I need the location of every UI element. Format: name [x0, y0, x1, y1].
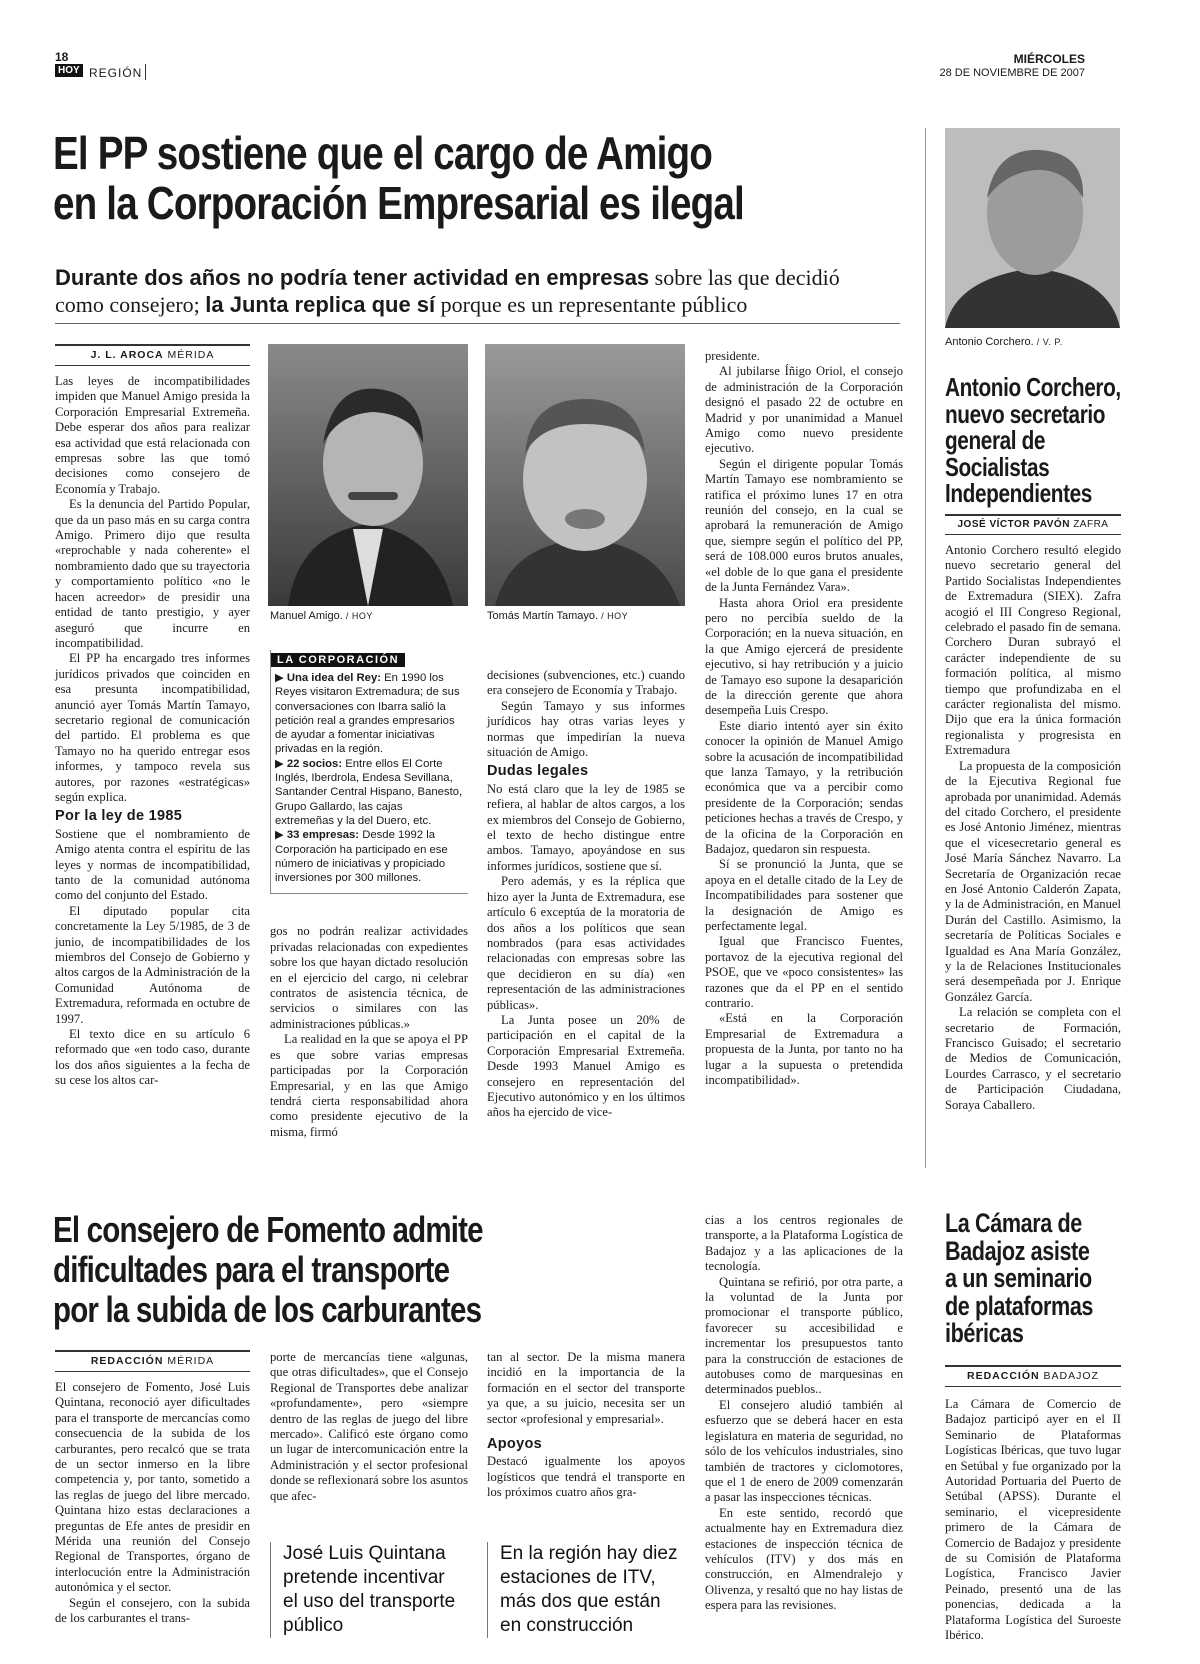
side-text [945, 543, 1121, 1113]
subhead-dudas-legales: Dudas legales [487, 763, 589, 780]
photo-tomas-martin-tamayo [485, 344, 685, 606]
fomento-col3 [487, 1350, 685, 1501]
paragraph: Hasta ahora Oriol era presidente pero no percibía sueldo de la Corporación; en la nueva situación, en la que Amigo ejercerá de presidente ejecutivo, si hay retribución y a juicio de Tamayo eso supone la desaparición de la dirección gerente que ahora desempeña Luis Crespo. [705, 595, 903, 718]
paragraph: Las leyes de incompatibilidades impiden que Manuel Amigo presida la Corporación Empresarial Extremeña. Debe esperar dos años para realizar esa actividad que está relacionada con empresas sobre las que tomó decisiones como consejero de Economía y Trabajo. [55, 374, 250, 496]
deck-start-2: como consejero; [55, 292, 206, 317]
paragraph: Según el dirigente popular Tomás Martín Tamayo ese nombramiento se ratifica el próximo lunes 17 en otra reunión del consejo, en la cual se aprobará la remuneración de Amigo que, siempre según el político del PP, será de 108.000 euros brutos anuales, «el doble de lo que gana el presidente de la Junta Fernández Vara». [705, 456, 903, 595]
caption-credit: / HOY [345, 611, 373, 621]
main-col3-text [487, 668, 685, 1121]
caption-credit: / V. P. [1036, 337, 1063, 347]
paragraph: Sostiene que el nombramiento de Amigo atenta contra el espíritu de las leyes y normas de incompatibilidad, tanto de la comunidad autónoma como del conjunto del Estado. [55, 826, 250, 903]
fomento-col1 [55, 1350, 250, 1627]
main-col1-text [55, 374, 250, 1089]
subhead-ley-1985: Por la ley de 1985 [55, 808, 183, 825]
portrait-placeholder-icon [268, 344, 468, 606]
box-item: ▶ 33 empresas: Desde 1992 la Corporación ha participado en ese número de iniciativas y propiciado inversiones por 300 millones. [275, 829, 448, 885]
photo-manuel-amigo [268, 344, 468, 606]
arrow-icon: ▶ [275, 672, 287, 684]
box-item: ▶ 22 socios: Entre ellos El Corte Inglés, Iberdrola, Endesa Sevillana, Santander Central Hispano, Banesto, Grupo Gallardo, las cajas extremeñas y la del Duero, etc. [275, 757, 463, 827]
deck-rule [55, 323, 900, 324]
arrow-icon: ▶ [275, 829, 287, 842]
page-number: 18 [55, 50, 69, 64]
paragraph: Destacó igualmente los apoyos logísticos que tendrá el transporte en los próximos cuatro años gra- [487, 1454, 685, 1500]
fomento-col2-text [270, 1350, 468, 1504]
main-col2-text [270, 924, 468, 1140]
hoy-logo: HOY [55, 64, 83, 77]
side-photo-caption [945, 336, 1063, 348]
photo1-caption [270, 610, 373, 622]
deck-bold-2: la Junta replica que sí [205, 292, 436, 317]
side-column [945, 514, 1121, 1113]
fomento-col2 [270, 1350, 468, 1504]
main-col3 [487, 668, 685, 1121]
main-headline-line1: El PP sostiene que el cargo de Amigo [53, 127, 713, 179]
paragraph: El texto dice en su artículo 6 reformado que «en todo caso, durante los dos años siguientes a la fecha de su cese los altos car- [55, 1027, 250, 1088]
fomento-col4-text [705, 1213, 903, 1614]
paragraph: La Junta posee un 20% de participación en el capital de la Corporación Empresarial Extremeña. Desde 1993 Manuel Amigo es consejero en representación del Ejecutivo autonómico y en los últimos años ha ejercido de vice- [487, 1012, 685, 1120]
paragraph: El consejero aludió también al esfuerzo que se deberá hacer en esta legislatura en materia de seguridad, no sólo de los vehículos industriales, sino también de tractores y ciclomotores, que el 1 de enero de 2009 comenzarán a pasar las inspecciones técnicas. [705, 1397, 903, 1505]
paragraph: gos no podrán realizar actividades privadas relacionadas con expedientes sobre los que hayan dictado resolución en el ejercicio del cargo, ni celebrar contratos de asistencia técnica, de servicios o similares con las administraciones públicas.» [270, 924, 468, 1031]
main-headline [53, 128, 744, 228]
main-byline [55, 344, 250, 366]
fomento-col4 [705, 1213, 903, 1614]
side-headline: Antonio Corchero, nuevo secretario general de Socialistas Independientes [945, 372, 1121, 508]
camara-headline: La Cámara de Badajoz asiste a un seminario de plataformas ibéricas [945, 1208, 1094, 1348]
paragraph: tan al sector. De la misma manera incidió en la importancia de la formación en el sector del transporte ya que, a su juicio, necesita ser un sector «profesional y empresarial». [487, 1350, 685, 1426]
portrait-placeholder-icon [945, 128, 1120, 328]
deck-bold-1: Durante dos años no podría tener actividad en empresas [55, 265, 650, 290]
paragraph: porte de mercancías tiene «algunas, que otras dificultades», que el Consejo Regional de Transportes debe analizar «profundamente», pero «siempre dentro de las reglas de juego del libre mercado». Calificó este órgano como un lugar de intercomunicación entre la Administración y el sector profesional donde se reflexionará sobre los asuntos que afec- [270, 1350, 468, 1503]
camara-column [945, 1365, 1121, 1644]
side-byline: JOSÉ VÍCTOR PAVÓN ZAFRA [945, 514, 1121, 535]
byline-place: MÉRIDA [167, 349, 215, 361]
camara-text [945, 1397, 1121, 1644]
paragraph: «Está en la Corporación Empresarial de Extremadura a propuesta de la Junta, por tanto no ha lugar a la supuesta o pretendida incompatibilidad». [705, 1011, 903, 1088]
main-headline-line2: en la Corporación Empresarial es ilegal [53, 177, 744, 229]
paragraph: El diputado popular cita concretamente la Ley 5/1985, de 3 de junio, de incompatibilidades de los miembros del Consejo de Gobierno y altos cargos de la Administración de la Comunidad Autónoma de Extremadura, reformada en octubre de 1997. [55, 903, 250, 1026]
paragraph: Sí se pronunció la Junta, que se apoya en el detalle citado de la Ley de Incompatibilidades para sostener que la designación de Amigo es perfectamente legal. [705, 857, 903, 934]
caption-name: Manuel Amigo. [270, 610, 343, 622]
paragraph: cias a los centros regionales de transporte, a la Plataforma Logística de Badajoz y a las aplicaciones de la tecnología. [705, 1213, 903, 1274]
main-col4 [705, 349, 903, 1089]
fomento-col3-text [487, 1350, 685, 1501]
arrow-icon: ▶ [275, 757, 287, 770]
paragraph: Al jubilarse Íñigo Oriol, el consejo de administración de la Corporación designó el pasado 22 de octubre en Madrid y por unanimidad a Manuel Amigo como nuevo presidente ejecutivo. [705, 364, 903, 456]
box-item: ▶ Una idea del Rey: En 1990 los Reyes visitaron Extremadura; de sus conversaciones con Ibarra salió la petición real a grandes empresarios de ayudar a fomentar iniciativas privadas en la región. [275, 672, 460, 756]
caption-credit: / HOY [601, 611, 629, 621]
subhead-apoyos: Apoyos [487, 1436, 542, 1453]
paragraph: En este sentido, recordó que actualmente hay en Extremadura diez estaciones de inspección técnica de vehículos (ITV) y dos más en construcción, en Almendralejo y Olivenza, y resaltó que no hay listas de espera para las revisiones. [705, 1505, 903, 1613]
page-header [55, 50, 1085, 84]
right-column-divider [925, 128, 926, 1168]
date: 28 DE NOVIEMBRE DE 2007 [939, 67, 1085, 79]
paragraph: La propuesta de la composición de la Ejecutiva Regional fue aprobada por unanimidad. Además del citado Corchero, el presidente es José Antonio Jiménez, mientras que el vicesecretario general es José María Sánchez Navarro. La Secretaría de Organización recae en José Antonio Calderón Zapata, y la de Administración, en Manuel Durán del Castillo. Asimismo, la secretaría de Políticas Sociales e Igualdad es Ana María González, y la de Relaciones Institucionales será desempeñada por J. Enrique González García. [945, 758, 1121, 1004]
fomento-byline: REDACCIÓN MÉRIDA [55, 1350, 250, 1372]
caption-name: Antonio Corchero. [945, 336, 1034, 348]
fomento-col1-text [55, 1380, 250, 1627]
section-name: REGIÓN [89, 66, 143, 80]
paragraph: La Cámara de Comercio de Badajoz participó ayer en el II Seminario de Plataformas Logísticas Ibéricas, que tuvo lugar en Setúbal y fue organizado por la Autoridad Portuaria del Puerto de Setúbal (APSS). Durante el seminario, el vicepresidente primero de la Cámara de Comercio de Badajoz y presidente de su Comisión de Plataforma Logística, Francisco Javier Peinado, presentó una de las ponencias, dedicada a la Plataforma Logística del Suroeste Ibérico. [945, 1397, 1121, 1643]
caption-name: Tomás Martín Tamayo. [487, 610, 599, 622]
paragraph: Según el consejero, con la subida de los carburantes el trans- [55, 1595, 250, 1626]
paragraph: Pero además, y es la réplica que hizo ayer la Junta de Extremadura, ese artículo 6 exceptúa de la moratoria de dos años a los políticos que sean nombrados (para esas actividades relacionadas con empresas sobre las que decidieron en su día) «en representación de las administraciones públicas». [487, 874, 685, 1012]
paragraph: decisiones (subvenciones, etc.) cuando era consejero de Economía y Trabajo. [487, 668, 685, 698]
paragraph: La realidad en la que se apoya el PP es que sobre varias empresas participadas por la Corporación Empresarial, y en las que Amigo tendrá cierta responsabilidad ahora como presidente ejecutivo de la misma, firmó [270, 1032, 468, 1139]
paragraph: La relación se completa con el secretario de Formación, Francisco Guisado; el secretario de Medios de Comunicación, Lourdes Carrasco, y el secretario de Participación Ciudadana, Soraya Caballero. [945, 1005, 1121, 1112]
paragraph: Antonio Corchero resultó elegido nuevo secretario general del Partido Socialistas Independientes de Extremadura (SIEX). Zafra acogió el III Congreso Regional, celebrado el pasado fin de semana. Corchero Duran subrayó el carácter independiente de su formación política, al mismo tiempo que profundizaba en el carácter regionalista del mismo. Dijo que era la única formación regionalista y progresista en Extremadura [945, 543, 1121, 758]
section-divider [145, 64, 146, 80]
fomento-headline: El consejero de Fomento admite dificultades para el transporte por la subida de los carburantes [53, 1209, 483, 1330]
paragraph: Quintana se refirió, por otra parte, a la voluntad de la Junta por promocionar el transporte público, favorecer su accesibilidad e incrementar los presupuestos tanto para la construcción de estaciones de autobuses como de marquesinas en determinados pueblos.. [705, 1274, 903, 1397]
main-deck [55, 264, 905, 318]
photo-antonio-corchero [945, 128, 1120, 328]
box-title: LA CORPORACIÓN [271, 653, 405, 667]
byline-author: J. L. AROCA [90, 349, 164, 361]
portrait-placeholder-icon [485, 344, 685, 606]
paragraph: Es la denuncia del Partido Popular, que da un paso más en su carga contra Amigo. Primero dijo que resulta «reprochable y nada coherente» el nombramiento dado que su trayectoria y comportamiento político «no le hacen acreedor» de presidir una entidad de tanto prestigio, y ayer aseguró que incurre en incompatibilidad. [55, 497, 250, 650]
camara-byline: REDACCIÓN BADAJOZ [945, 1365, 1121, 1387]
paragraph: No está claro que la ley de 1985 se refiera, al hablar de altos cargos, a los ex miembros del Consejo de Gobierno, el texto de hecho distingue entre ambos. Tamayo, apoyándose en sus informes jurídicos, sostiene que sí. [487, 781, 685, 873]
main-col4-text [705, 349, 903, 1089]
pull-quote-quintana: José Luis Quintana pretende incentivar el uso del transporte público [270, 1542, 468, 1638]
main-col2 [270, 650, 468, 1140]
paragraph: presidente. [705, 349, 760, 363]
weekday: MIÉRCOLES [1013, 52, 1085, 66]
paragraph: Según Tamayo y sus informes jurídicos hay otras varias leyes y normas que impedirían la nueva situación de Amigo. [487, 698, 685, 760]
deck-rest-1: sobre las que decidió [649, 265, 840, 290]
paragraph: Este diario intentó ayer sin éxito conocer la opinión de Manuel Amigo sobre la acusación de incompatibilidad que lanza Tamayo, y la retribución económica que va a percibir como presidente de la Corporación; sendas peticiones hechas a través de Crespo, y de la oficina de la Corporación en Badajoz, quedaron sin respuesta. [705, 718, 903, 856]
main-col1 [55, 344, 250, 1089]
pull-quote-itv: En la región hay diez estaciones de ITV, más dos que están en construcción [487, 1542, 685, 1638]
photo2-caption [487, 610, 628, 622]
deck-rest-2: porque es un representante público [435, 292, 748, 317]
corporacion-box [270, 650, 468, 894]
paragraph: El consejero de Fomento, José Luis Quintana, reconoció ayer dificultades para el transporte de mercancías como consecuencia de la subida de los carburantes, pero recalcó que se trata de un sector inmerso en la libre competencia y, por tanto, sometido a las reglas de juego del libre mercado. Quintana hizo estas declaraciones a preguntas de Efe antes de presidir en Mérida una reunión del Consejo Regional de Transportes, órgano de interlocución entre la Administración autonómica y el sector. [55, 1380, 250, 1595]
paragraph: El PP ha encargado tres informes jurídicos privados que coinciden en esa presunta incompatibilidad, anunció ayer Tomás Martín Tamayo, secretario regional de comunicación del partido. El problema es que Tamayo no ha querido entregar esos informes, y tampoco revela sus autores, por razones «estratégicas» según explica. [55, 651, 250, 804]
paragraph: Igual que Francisco Fuentes, portavoz de la ejecutiva regional del PSOE, que ve «poco consistentes» las razones que da el PP en el sentido contrario. [705, 934, 903, 1011]
